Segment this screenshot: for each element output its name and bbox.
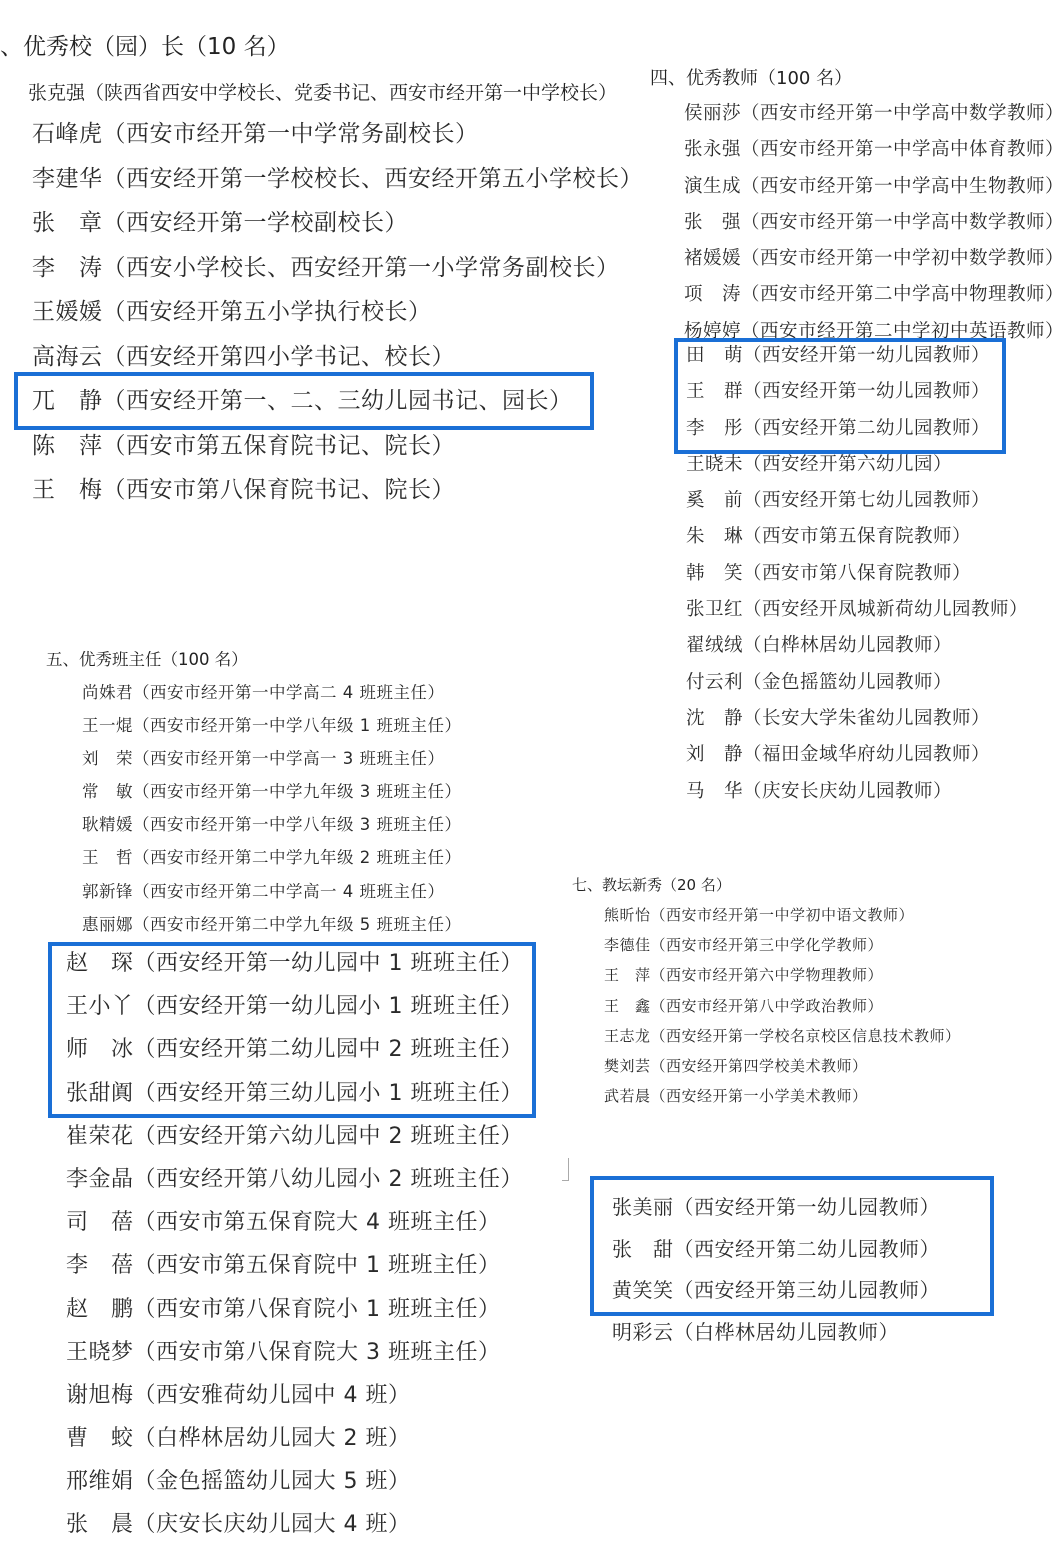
section1-first-entry: 张克强（陕西省西安中学校长、党委书记、西安市经开第一中学校长） (28, 82, 618, 104)
section7-title: 七、教坛新秀（20 名） (572, 876, 731, 894)
list-item: 王 群（西安经开第一幼儿园教师） (686, 381, 991, 403)
highlight-box (590, 1176, 994, 1316)
section7-list-small (604, 900, 961, 1111)
list-item: 王 哲（西安市经开第二中学九年级 2 班班主任） (82, 848, 462, 868)
highlight-box (674, 338, 1006, 454)
list-item: 刘 静（福田金域华府幼儿园教师） (686, 744, 991, 766)
list-item: 张 强（西安市经开第一中学高中数学教师） (684, 211, 1064, 233)
list-item: 高海云（西安经开第四小学书记、校长） (32, 343, 455, 370)
list-item: 张甜阗（西安经开第三幼儿园小 1 班班主任） (66, 1080, 523, 1106)
list-item: 李德佳（西安市经开第三中学化学教师） (604, 936, 884, 955)
list-item: 张 章（西安经开第一学校副校长） (32, 210, 408, 236)
corner-mark (562, 1158, 569, 1181)
list-item: 张 甜（西安经开第二幼儿园教师） (612, 1236, 940, 1261)
list-item: 王 鑫（西安市经开第八中学政治教师） (604, 996, 884, 1015)
list-item: 赵 鹏（西安市第八保育院小 1 班班主任） (66, 1296, 501, 1322)
list-item: 杨婷婷（西安市经开第二中学初中英语教师） (684, 320, 1064, 342)
list-item: 翟绒绒（白桦林居幼儿园教师） (686, 635, 953, 657)
list-item: 王志龙（西安经开第一学校名京校区信息技术教师） (604, 1026, 961, 1045)
list-item: 樊刘芸（西安经开第四学校美术教师） (604, 1056, 868, 1075)
list-item: 朱 琳（西安市第五保育院教师） (686, 526, 972, 548)
list-item: 李建华（西安经开第一学校校长、西安经开第五小学校长） (32, 165, 643, 192)
list-item: 项 涛（西安市经开第二中学高中物理教师） (684, 284, 1064, 306)
list-item: 惠丽娜（西安市经开第二中学九年级 5 班班主任） (82, 914, 462, 934)
list-item: 演生成（西安市经开第一中学高中生物教师） (684, 175, 1064, 197)
list-item: 李 涛（西安小学校长、西安经开第一小学常务副校长） (32, 254, 620, 281)
section4-list-top (684, 96, 1064, 348)
list-item: 李 蓓（西安市第五保育院中 1 班班主任） (66, 1253, 501, 1279)
highlight-box (48, 942, 536, 1118)
section1-list (32, 112, 643, 513)
list-item: 侯丽莎（西安市经开第一中学高中数学教师） (684, 103, 1064, 124)
list-item: 尚姝君（西安市经开第一中学高二 4 班班主任） (82, 683, 445, 702)
list-item: 黄笑笑（西安经开第三幼儿园教师） (612, 1278, 940, 1302)
section1-title: 、优秀校（园）长（10 名） (0, 34, 290, 60)
list-item: 常 敏（西安市经开第一中学九年级 3 班班主任） (82, 782, 462, 802)
list-item: 石峰虎（西安市经开第一中学常务副校长） (32, 121, 479, 147)
list-item: 张永强（西安市经开第一中学高中体育教师） (684, 139, 1064, 161)
list-item: 王小丫（西安经开第一幼儿园小 1 班班主任） (66, 994, 523, 1020)
list-item: 曹 蛟（白桦林居幼儿园大 2 班） (66, 1426, 411, 1452)
section4-title: 四、优秀教师（100 名） (650, 68, 853, 89)
list-item: 王 萍（西安市经开第六中学物理教师） (604, 966, 884, 985)
list-item: 师 冰（西安经开第二幼儿园中 2 班班主任） (66, 1037, 523, 1063)
list-item: 王晓未（西安经开第六幼儿园） (686, 453, 953, 475)
list-item: 奚 前（西安经开第七幼儿园教师） (686, 490, 991, 512)
list-item: 褚媛媛（西安市经开第一中学初中数学教师） (684, 248, 1064, 270)
list-item: 赵 琛（西安经开第一幼儿园中 1 班班主任） (66, 951, 523, 976)
list-item: 司 蓓（西安市第五保育院大 4 班班主任） (66, 1210, 501, 1236)
section5-list-small (82, 676, 462, 941)
list-item: 王一焜（西安市经开第一中学八年级 1 班班主任） (82, 716, 462, 736)
list-item: 兀 静（西安经开第一、二、三幼儿园书记、园长） (32, 388, 573, 414)
list-item: 李金晶（西安经开第八幼儿园小 2 班班主任） (66, 1166, 523, 1192)
list-item: 李 彤（西安经开第二幼儿园教师） (686, 417, 991, 439)
list-item: 田 萌（西安经开第一幼儿园教师） (686, 345, 991, 366)
list-item: 张 晨（庆安长庆幼儿园大 4 班） (66, 1512, 411, 1538)
list-item: 沈 静（长安大学朱雀幼儿园教师） (686, 707, 991, 729)
list-item: 张卫红（西安经开凤城新荷幼儿园教师） (686, 599, 1029, 621)
list-item: 王媛媛（西安经开第五小学执行校长） (32, 299, 432, 325)
list-item: 马 华（庆安长庆幼儿园教师） (686, 780, 953, 802)
list-item: 王晓梦（西安市第八保育院大 3 班班主任） (66, 1339, 501, 1365)
list-item: 郭新锋（西安市经开第二中学高一 4 班班主任） (82, 881, 445, 901)
list-item: 刘 荣（西安市经开第一中学高一 3 班班主任） (82, 749, 445, 769)
section5-title: 五、优秀班主任（100 名） (46, 650, 248, 669)
list-item: 张美丽（西安经开第一幼儿园教师） (612, 1195, 940, 1219)
list-item: 韩 笑（西安市第八保育院教师） (686, 562, 972, 584)
list-item: 邢维娟（金色摇篮幼儿园大 5 班） (66, 1469, 411, 1495)
list-item: 耿精媛（西安市经开第一中学八年级 3 班班主任） (82, 815, 462, 835)
list-item: 武若晨（西安经开第一小学美术教师） (604, 1087, 868, 1106)
list-item: 明彩云（白桦林居幼儿园教师） (612, 1319, 899, 1344)
list-item: 付云利（金色摇篮幼儿园教师） (686, 671, 953, 693)
highlight-box (14, 372, 594, 430)
list-item: 熊昕怡（西安市经开第一中学初中语文教师） (604, 906, 915, 924)
list-item: 谢旭梅（西安雅荷幼儿园中 4 班） (66, 1382, 411, 1408)
list-item: 陈 萍（西安市第五保育院书记、院长） (32, 432, 455, 459)
list-item: 崔荣花（西安经开第六幼儿园中 2 班班主任） (66, 1123, 523, 1149)
list-item: 王 梅（西安市第八保育院书记、院长） (32, 477, 455, 503)
